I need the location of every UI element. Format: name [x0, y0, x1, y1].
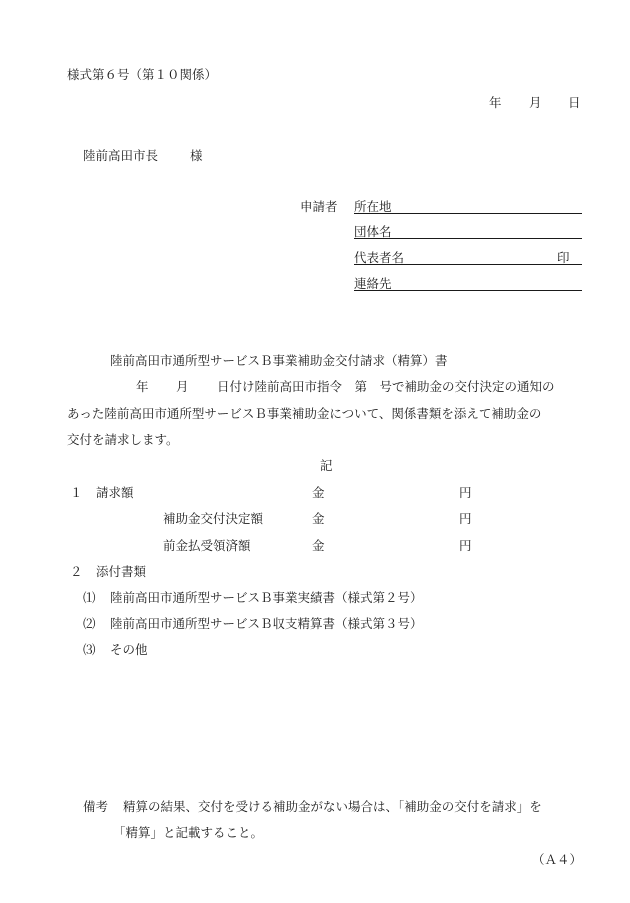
- body-line2: あった陸前高田市通所型サービスＢ事業補助金について、関係書類を添えて補助金の: [67, 406, 542, 421]
- body-year: 年: [136, 379, 149, 394]
- attachment-3-text: その他: [110, 642, 148, 657]
- addressee-honorific: 様: [190, 148, 203, 163]
- section1-number: １: [70, 485, 83, 500]
- section1-label: 請求額: [96, 485, 134, 500]
- advance-kin: 金: [312, 538, 325, 553]
- paper-size: （Ａ４）: [532, 852, 583, 867]
- section2-label: 添付書類: [96, 564, 147, 579]
- body-line3: 交付を請求します。: [67, 432, 179, 447]
- advance-received-label: 前金払受領済額: [163, 538, 251, 553]
- organization-field-label: 団体名: [354, 224, 392, 239]
- remarks-line2: 「精算」と記載すること。: [113, 825, 264, 840]
- organization-field: [354, 225, 582, 239]
- addressee-name: 陸前高田市長: [83, 148, 159, 163]
- attachment-2-text: 陸前高田市通所型サービスＢ収支精算書（様式第３号）: [110, 616, 423, 631]
- advance-yen: 円: [459, 538, 472, 553]
- attachment-1-number: ⑴: [83, 590, 96, 605]
- attachment-1-text: 陸前高田市通所型サービスＢ事業実績書（様式第２号）: [110, 590, 423, 605]
- attachment-2-number: ⑵: [83, 616, 96, 631]
- representative-field: [354, 251, 582, 265]
- date-year: 年: [489, 95, 502, 110]
- section2-number: ２: [70, 564, 83, 579]
- ki-label: 記: [320, 458, 333, 473]
- representative-field-label: 代表者名: [354, 250, 405, 265]
- attachment-3-number: ⑶: [83, 642, 96, 657]
- claim-kin: 金: [312, 485, 325, 500]
- remarks-label: 備考: [83, 799, 109, 814]
- decided-kin: 金: [312, 511, 325, 526]
- body-line1: 日付け陸前高田市指令 第 号で補助金の交付決定の通知の: [217, 379, 555, 394]
- decided-amount-label: 補助金交付決定額: [163, 511, 264, 526]
- claim-yen: 円: [459, 485, 472, 500]
- address-field: [354, 200, 582, 214]
- date-day: 日: [568, 95, 581, 110]
- document-title: 陸前高田市通所型サービスＢ事業補助金交付請求（精算）書: [110, 353, 448, 368]
- form-number: 様式第６号（第１０関係）: [67, 67, 218, 82]
- address-field-label: 所在地: [354, 199, 392, 214]
- contact-field-label: 連絡先: [354, 276, 392, 291]
- remarks-line1: 精算の結果、交付を受ける補助金がない場合は、「補助金の交付を請求」を: [123, 799, 542, 814]
- date-month: 月: [529, 95, 542, 110]
- contact-field: [354, 277, 582, 291]
- decided-yen: 円: [459, 511, 472, 526]
- applicant-label: 申請者: [300, 199, 338, 214]
- seal-mark: 印: [557, 250, 570, 265]
- body-month: 月: [176, 379, 189, 394]
